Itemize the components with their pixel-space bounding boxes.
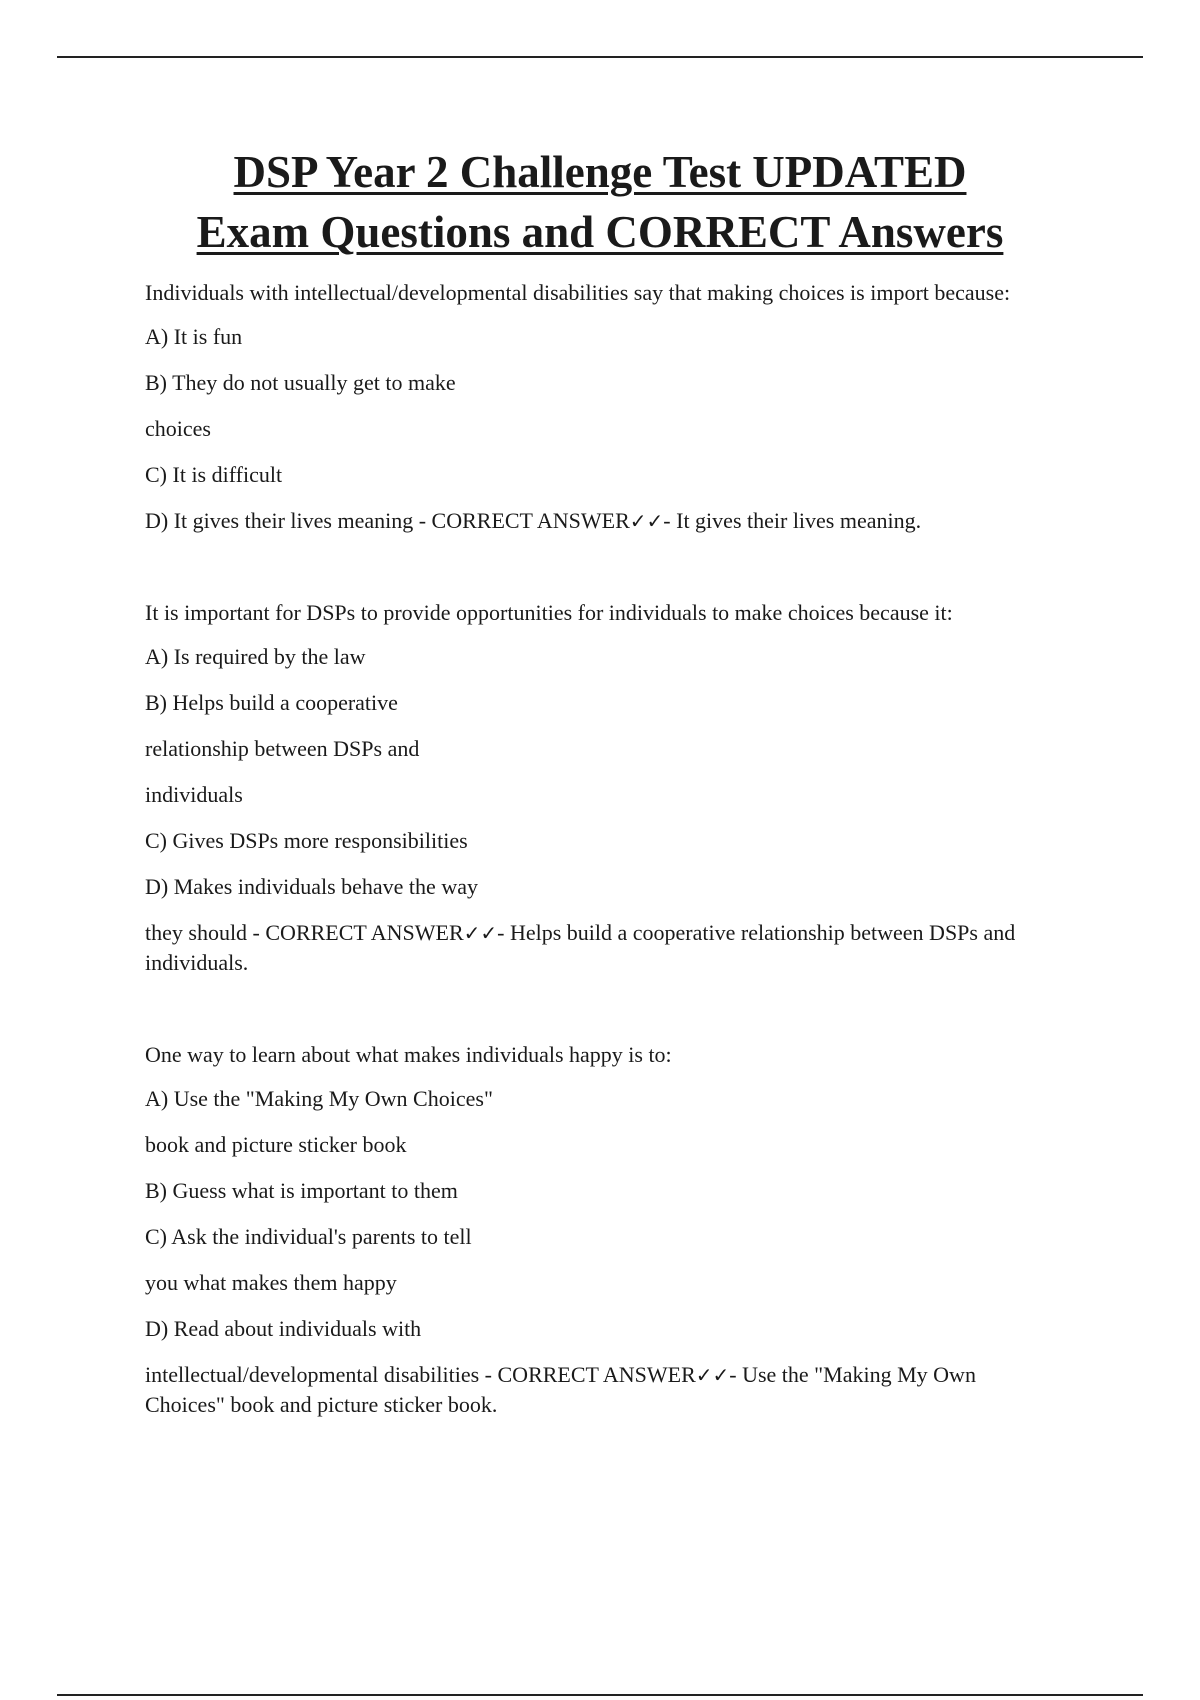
option-line: B) Guess what is important to them [145, 1178, 458, 1203]
option-line: individuals [145, 782, 243, 807]
question-stem: One way to learn about what makes individuals happy is to: [145, 1042, 672, 1067]
answer-prefix: they should - CORRECT ANSWER [145, 920, 464, 945]
answer-text: - Helps build a cooperative relationship between DSPs and individuals. [145, 920, 1016, 975]
check-marks-icon: ✓✓ [629, 509, 664, 533]
question-block-2 [145, 598, 1045, 978]
top-rule [57, 56, 1143, 58]
option-line: C) Ask the individual's parents to tell [145, 1224, 472, 1249]
answer-text: - Use the "Making My Own Choices" book and picture sticker book. [145, 1362, 976, 1417]
answer-prefix: intellectual/developmental disabilities - CORRECT ANSWER [145, 1362, 696, 1387]
title-line-2: Exam Questions and CORRECT Answers [196, 207, 1004, 257]
option-line: D) Read about individuals with [145, 1316, 422, 1341]
answer-text: - It gives their lives meaning. [663, 508, 922, 533]
option-line: A) It is fun [145, 324, 243, 349]
questions-container [145, 278, 1045, 1436]
check-marks-icon: ✓✓ [463, 921, 498, 945]
option-line: B) They do not usually get to make [145, 370, 456, 395]
question-block-3 [145, 1040, 1045, 1420]
option-line: C) It is difficult [145, 462, 283, 487]
question-stem: Individuals with intellectual/developmental disabilities say that making choices is import because: [145, 280, 1011, 305]
option-line: you what makes them happy [145, 1270, 397, 1295]
option-line: choices [145, 416, 211, 441]
answer-prefix: D) It gives their lives meaning - CORRECT ANSWER [145, 508, 630, 533]
option-line: A) Is required by the law [145, 644, 366, 669]
correct-answer-line [145, 506, 1045, 536]
correct-answer-line [145, 1360, 1045, 1420]
correct-answer-line [145, 918, 1045, 978]
title-line-1: DSP Year 2 Challenge Test UPDATED [233, 147, 967, 197]
check-marks-icon: ✓✓ [695, 1363, 730, 1387]
option-line: C) Gives DSPs more responsibilities [145, 828, 468, 853]
document-title [100, 142, 1100, 262]
option-line: book and picture sticker book [145, 1132, 407, 1157]
bottom-rule [57, 1694, 1143, 1696]
option-line: B) Helps build a cooperative [145, 690, 398, 715]
option-line: A) Use the "Making My Own Choices" [145, 1086, 493, 1111]
option-line: relationship between DSPs and [145, 736, 420, 761]
question-stem: It is important for DSPs to provide opportunities for individuals to make choices because it: [145, 600, 953, 625]
option-line: D) Makes individuals behave the way [145, 874, 478, 899]
question-block-1 [145, 278, 1045, 536]
